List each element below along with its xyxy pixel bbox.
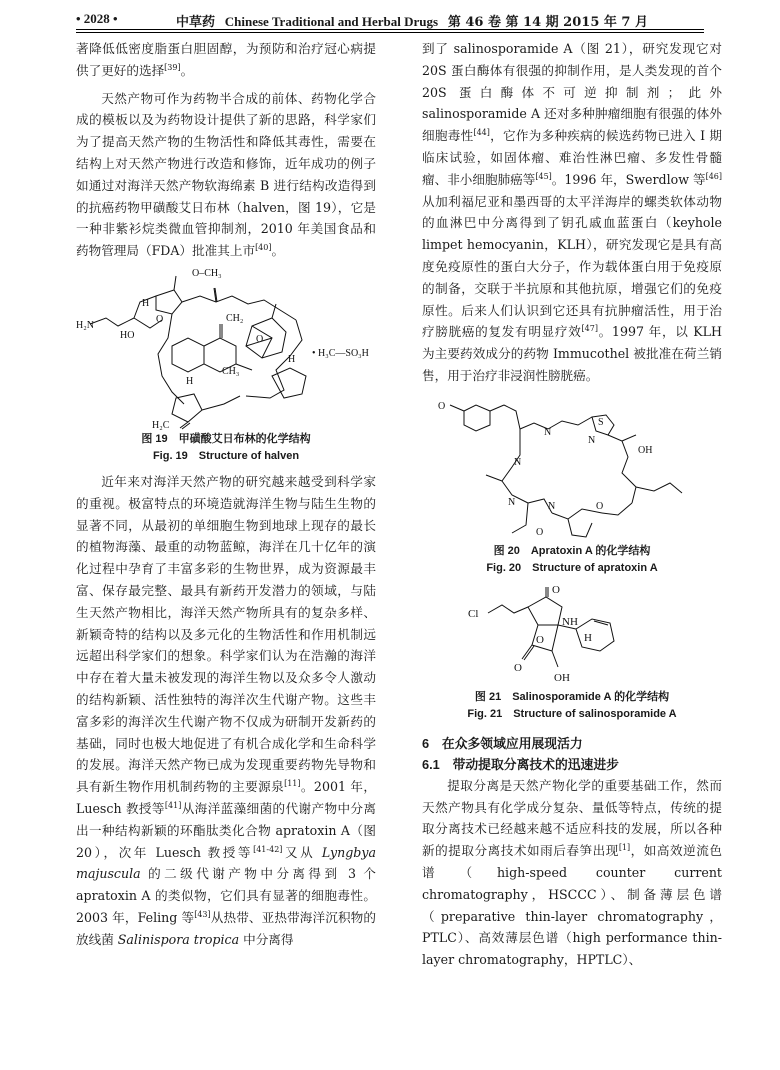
text-run: 又从: [282, 844, 322, 860]
paragraph: [76, 471, 376, 951]
label-nh: NH: [562, 615, 578, 628]
text-run: 从加利福尼亚和墨西哥的太平洋海岸的螺类软体动物的血淋巴中分离得到了钥孔戚血蓝蛋白（keyhole limpet hemocyanin，KLH），研究发现它是具有高度免疫原性的蛋白大分子，作为载体蛋白用于免疫原的制备，交联于半抗原和其他抗原，增强它们的免疫原性。后来人们认识到它还具有抗肿瘤活性，用于治疗膀胱癌的复发有明显疗效: [422, 193, 722, 340]
citation: [41-42]: [253, 844, 283, 854]
apratoxin-a-structure: [432, 395, 712, 543]
paragraph: [76, 38, 376, 82]
right-column: [422, 38, 722, 971]
text-run: 从海洋蓝藻细菌的代谢产物中分离出一种结构新颖的环酯肽类化合物 apratoxin A（图 20），次年 Luesch 教授等: [76, 800, 377, 860]
label-h: H: [186, 375, 194, 387]
label-h2c: H₂C: [152, 419, 170, 431]
label-ho: HO: [120, 329, 135, 341]
label-o: O: [514, 661, 522, 674]
text-run: 。: [271, 243, 285, 259]
figure-19-caption-cn: 图 19 甲磺酸艾日布林的化学结构: [141, 432, 311, 445]
species-name: Salinispora tropica: [117, 931, 240, 947]
text-run: 著降低低密度脂蛋白胆固醇，为预防和治疗冠心病提供了更好的选择: [76, 41, 376, 78]
section-heading-6: 6 在众多领域应用展现活力: [422, 735, 583, 751]
figure-21: [422, 585, 722, 723]
figure-20-caption-en: Fig. 20 Structure of apratoxin A: [486, 561, 658, 574]
figure-21-caption-cn: 图 21 Salinosporamide A 的化学结构: [474, 690, 670, 703]
page-number: • 2028 •: [76, 11, 118, 26]
label-o: O: [256, 333, 264, 345]
text-run: ，如高效逆流色谱（high-speed counter current chromatography，HSCCC）、制备薄层色谱（preparative thin-layer chromatography，PTLC）、高效薄层色谱（high performance thin-layer chromatography，HPTLC）、: [422, 843, 723, 968]
species-name: Lyngbya majuscula: [76, 844, 376, 882]
citation: [40]: [255, 242, 272, 252]
label-o: O: [552, 584, 560, 596]
text-run: 。: [180, 62, 194, 78]
citation: [1]: [618, 842, 631, 852]
text-run: 从热带、亚热带海洋沉积物的放线菌: [76, 909, 376, 947]
journal-title-en: Chinese Traditional and Herbal Drugs: [224, 14, 439, 29]
text-run: 到了 salinosporamide A（图 21），研究发现它对 20S 蛋白酶体有很强的抑制作用，是人类发现的首个 20S 蛋白酶体不可逆抑制剂；此外 salinosporamide A 还对多种肿瘤细胞有很强的体外细胞毒性: [422, 41, 722, 144]
salinosporamide-a-structure: [462, 585, 682, 689]
text-run: 的二级代谢产物中分离得到 3 个 apratoxin A 的类似物，它们具有显著的细胞毒性。2003 年，Feling 等: [76, 866, 376, 925]
text-run: 中分离得: [239, 931, 294, 947]
label-o: O: [596, 500, 604, 512]
label-o: O: [536, 633, 544, 646]
label-nh2: H₂N: [76, 319, 94, 331]
label-h: H: [142, 297, 150, 309]
label-n: N: [588, 434, 596, 446]
label-oh: OH: [554, 671, 570, 684]
text-run: 提取分离是天然产物化学的重要基础工作，然而天然产物具有化学成分复杂、量低等特点，传统的提取分离技术已经越来越不适应科技的发展，所以各种新的提取分离技术如雨后春笋出现: [422, 777, 722, 859]
label-ch3: CH₃: [222, 365, 240, 377]
label-o: O: [438, 400, 446, 412]
text-run: 。1997 年，以 KLH 为主要药效成分的药物 Immucothel 被批准在荷兰销售，用于治疗非浸润性膀胱癌。: [422, 324, 723, 383]
paragraph: [76, 88, 376, 262]
section-heading-6-1: 6.1 带动提取分离技术的迅速进步: [422, 756, 619, 772]
text-run: 。1996 年，Swerdlow 等: [551, 171, 706, 187]
label-o: O: [536, 526, 544, 538]
issue-info: 第 46 卷 第 14 期 2015 年 7 月: [447, 15, 648, 30]
label-cl: Cl: [468, 607, 479, 620]
label-h: H: [288, 353, 296, 365]
text-run: 近年来对海洋天然产物的研究越来越受到科学家的重视。极富特点的环境造就海洋生物与陆生生物的显著不同，从最初的单细胞生物到地球上现存的最长的植物海藻、最重的动物蓝鲸，海洋在几十亿年的演化过程中孕育了丰富多彩的生物世界，成为资源最丰富、保存最完整、最具有新药开发潜力的领域，与陆生天然产物相比，海洋天然产物所具有的复杂多样、新颖奇特的结构以及多元化的生物活性和作用机制远远超出科学家们的想象。科学家们认为在浩瀚的海洋中存在着大量未被发现的海洋生物以及众多令人激动的结构新颖、活性独特的海洋次生代谢产物。这些丰富多彩的海洋次生代谢产物不仅成为研制开发新药的基础，同时也极大地促进了有机合成化学和生命科学的发展。海洋天然产物已成为发现重要药物先导物和具有新生物作用机制药物的主要源泉: [76, 473, 376, 795]
text-run: 天然产物可作为药物半合成的前体、药物化学合成的模板以及为药物设计提供了新的思路，科学家们为了提高天然产物的生物活性和降低其毒性，需要在结构上对天然产物进行改造和修饰，近年成功的例子如通过对海洋天然产物软海绵素 B 进行结构改造得到的抗癌药物甲磺酸艾日布林（halven，图 19），它是一种非紫衫烷类微血管抑制剂，2010 年美国食品和药物管理局（FDA）批准其上市: [76, 90, 376, 259]
label-n: N: [508, 496, 516, 508]
label-n: N: [514, 456, 522, 468]
figure-19-caption-en: Fig. 19 Structure of halven: [152, 449, 300, 462]
citation: [39]: [164, 62, 181, 72]
journal-title: [176, 11, 648, 30]
halven-structure: [76, 266, 376, 431]
label-ch2: CH₂: [226, 312, 244, 324]
citation: [43]: [194, 909, 211, 919]
label-methoxy: O–CH₃: [192, 267, 222, 279]
paragraph: [422, 38, 722, 387]
citation: [11]: [284, 778, 301, 788]
label-s: S: [598, 416, 604, 428]
running-header: [76, 8, 704, 30]
text-run: 。2001 年，Luesch 教授等: [76, 779, 376, 816]
label-salt: • H₃C—SO₃H: [312, 347, 369, 359]
label-o: O: [156, 313, 164, 325]
citation: [47]: [581, 324, 598, 334]
figure-20-caption-cn: 图 20 Apratoxin A 的化学结构: [493, 544, 651, 557]
journal-title-cn: 中草药: [176, 15, 216, 30]
figure-19: [76, 266, 376, 465]
text-run: ，它作为多种疾病的候选药物已进入 I 期临床试验，如固体瘤、难治性淋巴瘤、多发性骨髓瘤、非小细胞肺癌等: [422, 128, 723, 187]
citation: [41]: [164, 800, 182, 810]
figure-21-caption-en: Fig. 21 Structure of salinosporamide A: [467, 707, 677, 720]
label-h: H: [584, 631, 592, 644]
citation: [46]: [705, 171, 723, 181]
label-n: N: [544, 426, 552, 438]
label-oh: OH: [638, 444, 653, 456]
citation: [44]: [473, 128, 490, 137]
label-n: N: [548, 500, 556, 512]
left-column: [76, 38, 376, 951]
header-rule: [76, 29, 704, 30]
header-rule-thin: [76, 32, 704, 33]
figure-20: [422, 395, 722, 577]
paragraph: [422, 775, 722, 971]
citation: [45]: [535, 171, 552, 181]
